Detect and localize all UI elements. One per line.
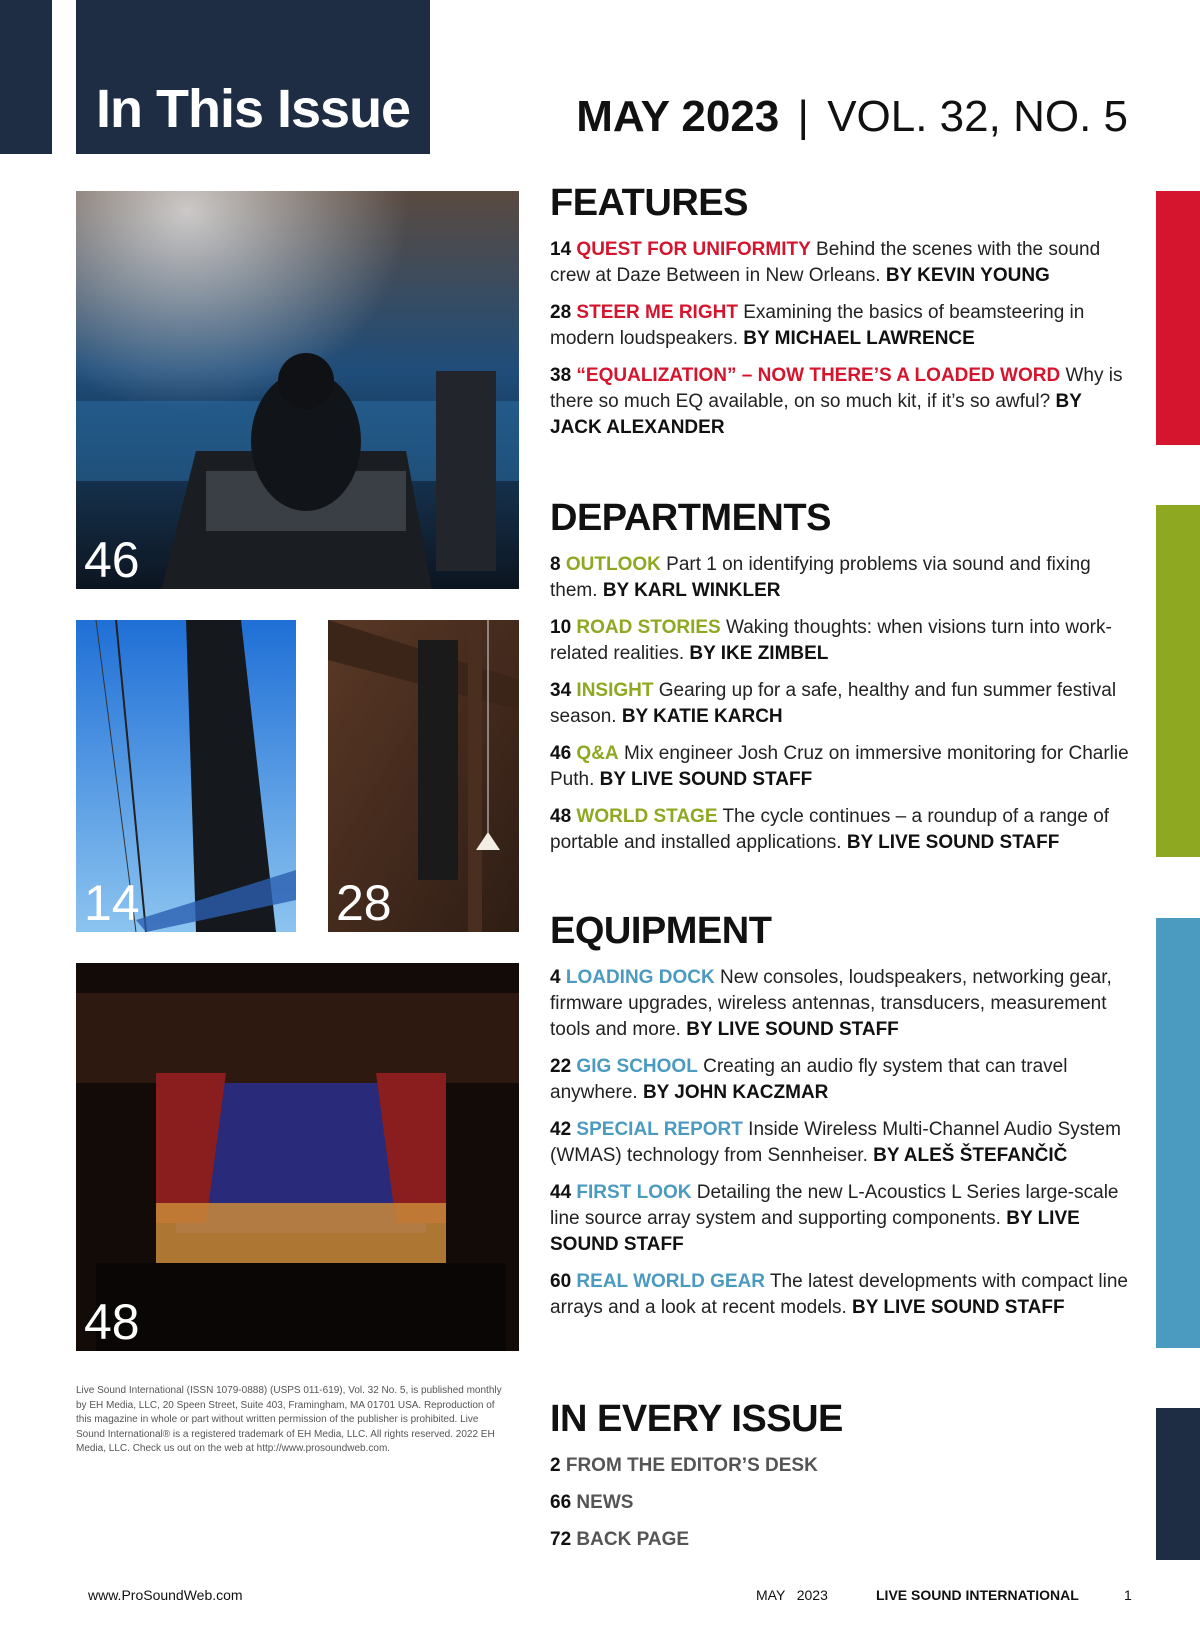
article-byline: BY MICHAEL LAWRENCE [743,328,975,349]
equipment-section [550,910,1135,1332]
features-title: FEATURES [550,182,748,224]
article-byline: BY KARL WINKLER [602,580,781,601]
footer-page-number: 1 [1124,1587,1132,1603]
page-number: 46 [550,743,572,764]
photo-caption: 14 [84,875,140,931]
toc-entry[interactable] [550,1269,1135,1321]
article-byline: BY JACK ALEXANDER [550,391,1082,438]
toc-entry[interactable] [550,1180,1135,1258]
toc-entry[interactable] [550,1117,1135,1169]
article-title: LOADING DOCK [565,967,715,988]
article-title: SPECIAL REPORT [576,1119,743,1140]
footer-issue-month: MAY 2023 [756,1587,828,1603]
page-number: 2 [550,1455,561,1476]
in-every-issue-section [550,1398,1135,1564]
article-byline: BY LIVE SOUND STAFF [599,769,813,790]
departments-title: DEPARTMENTS [550,497,831,539]
issue-separator: | [797,92,809,141]
toc-entry[interactable] [550,552,1135,604]
article-title: REAL WORLD GEAR [576,1271,766,1292]
article-description: Detailing the new L-Acoustics L Series large-scale line source array system and supporting components. [550,1182,1119,1229]
toc-entry[interactable] [550,237,1135,289]
article-title: QUEST FOR UNIFORMITY [576,239,811,260]
article-title: STEER ME RIGHT [576,302,738,323]
article-description: Behind the scenes with the sound crew at Daze Between in New Orleans. [550,239,1101,286]
departments-section [550,497,1135,867]
article-byline: BY JOHN KACZMAR [642,1082,829,1103]
toc-entry[interactable] [550,1054,1135,1106]
in-every-issue-title: IN EVERY ISSUE [550,1398,843,1440]
page-number: 48 [550,806,572,827]
features-color-bar [1156,191,1200,445]
toc-entry[interactable] [550,804,1135,856]
article-byline: BY LIVE SOUND STAFF [686,1019,899,1040]
article-description: The latest developments with compact line arrays and a look at recent models. [550,1271,1128,1318]
page-title: In This Issue [96,79,411,139]
article-byline: BY KEVIN YOUNG [885,265,1050,286]
photo-theater-stage[interactable] [76,963,519,1351]
page-number: 60 [550,1271,572,1292]
article-description: Part 1 on identifying problems via sound and fixing them. [550,554,1091,601]
article-title: WORLD STAGE [576,806,718,827]
article-byline: BY IKE ZIMBEL [689,643,829,664]
article-description: Inside Wireless Multi-Channel Audio System (WMAS) technology from Sennheiser. [550,1119,1121,1166]
article-title: ROAD STORIES [576,617,721,638]
page-number: 28 [550,302,572,323]
article-byline: BY LIVE SOUND STAFF [846,832,1060,853]
page-number: 8 [550,554,561,575]
page-number: 22 [550,1056,572,1077]
features-section [550,182,1135,452]
article-title: INSIGHT [576,680,654,701]
equipment-title: EQUIPMENT [550,910,772,952]
article-byline: BY LIVE SOUND STAFF [550,1208,1080,1255]
issue-volume: VOL. 32, NO. 5 [827,92,1128,141]
toc-entry[interactable] [550,678,1135,730]
toc-entry[interactable] [550,1490,1135,1516]
article-description: Creating an audio fly system that can travel anywhere. [550,1056,1068,1103]
article-description: New consoles, loudspeakers, networking gear, firmware upgrades, wireless antennas, transducers, measurement tools and more. [550,967,1112,1040]
photo-concert-console[interactable] [76,191,519,589]
toc-entry[interactable] [550,1453,1135,1479]
article-byline: BY LIVE SOUND STAFF [852,1297,1065,1318]
article-title: OUTLOOK [565,554,661,575]
photo-caption: 48 [84,1294,140,1350]
article-title: Q&A [576,743,619,764]
theater-stage-image [76,963,519,1351]
department-label: NEWS [576,1492,634,1513]
toc-entry[interactable] [550,741,1135,793]
header-accent-strip [0,0,52,154]
article-description: Gearing up for a safe, healthy and fun summer festival season. [550,680,1117,727]
page-number: 4 [550,967,561,988]
toc-entry[interactable] [550,363,1135,441]
department-label: FROM THE EDITOR’S DESK [565,1455,818,1476]
issue-date: MAY 2023 [576,92,780,141]
toc-entry[interactable] [550,965,1135,1043]
page-number: 44 [550,1182,572,1203]
publication-legal-notice: Live Sound International (ISSN 1079-0888) (USPS 011-619), Vol. 32 No. 5, is published monthly by EH Media, LLC, 20 Speen Street, Suite 403, Framingham, MA 01701 USA. Reproduction of this magazine in whole or part without written permission of the publisher is prohibited. Live Sound International® is a registered trademark of EH Media, LLC. All rights reserved. 2022 EH Media, LLC. Check us out on the web at http://www.prosoundweb.com. [76,1385,502,1454]
footer-magazine-name: LIVE SOUND INTERNATIONAL [876,1587,1079,1603]
page-number: 42 [550,1119,572,1140]
issue-info [576,92,1128,142]
article-title: GIG SCHOOL [576,1056,698,1077]
departments-color-bar [1156,505,1200,857]
photo-caption: 28 [336,875,392,931]
article-description: Mix engineer Josh Cruz on immersive monitoring for Charlie Puth. [550,743,1129,790]
article-description: Examining the basics of beamsteering in modern loudspeakers. [550,302,1085,349]
page-number: 38 [550,365,572,386]
photo-line-array[interactable] [76,620,296,932]
toc-entry[interactable] [550,300,1135,352]
department-label: BACK PAGE [576,1529,690,1550]
page-number: 14 [550,239,572,260]
article-title: “EQUALIZATION” – NOW THERE’S A LOADED WORD [576,365,1061,386]
page-number: 72 [550,1529,572,1550]
article-byline: BY KATIE KARCH [621,706,783,727]
article-byline: BY ALEŠ ŠTEFANČIČ [873,1145,1068,1166]
page-number: 10 [550,617,572,638]
toc-entry[interactable] [550,1527,1135,1553]
console-image [76,191,519,589]
in-every-issue-color-bar [1156,1408,1200,1560]
page-number: 34 [550,680,572,701]
page-number: 66 [550,1492,572,1513]
photo-caption: 46 [84,532,140,588]
photo-column-speaker[interactable] [328,620,519,932]
title-box [76,0,430,154]
toc-entry[interactable] [550,615,1135,667]
footer-website-link[interactable]: www.ProSoundWeb.com [88,1587,243,1603]
article-description: Waking thoughts: when visions turn into work-related realities. [550,617,1112,664]
article-title: FIRST LOOK [576,1182,692,1203]
article-description: The cycle continues – a roundup of a range of portable and installed applications. [550,806,1110,853]
article-description: Why is there so much EQ available, on so much kit, if it’s so awful? [550,365,1123,412]
equipment-color-bar [1156,918,1200,1348]
